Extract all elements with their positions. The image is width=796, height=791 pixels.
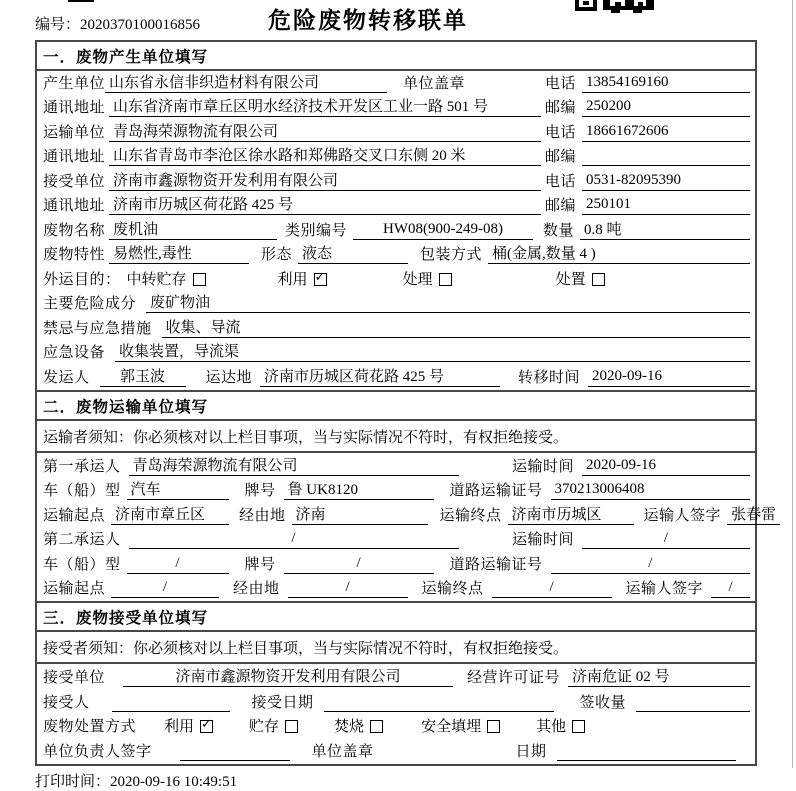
carrier2-license-value: / xyxy=(551,555,750,574)
checkbox-utilize xyxy=(314,269,327,286)
carrier2-vehicle-value: / xyxy=(127,555,229,574)
check-mark: ✓ xyxy=(314,269,326,285)
option-label: 处理 xyxy=(402,271,433,288)
form-value: 液态 xyxy=(298,242,408,264)
producer-address-value: 山东省济南市章丘区明水经济技术开发区工业一路 501 号 xyxy=(109,95,541,117)
carrier2-origin-value: / xyxy=(111,579,219,598)
option-label: 焚烧 xyxy=(334,719,365,735)
section2-title: 二．废物运输单位填写 xyxy=(37,392,755,421)
row-carrier1-route xyxy=(37,503,777,528)
vehicle-label: 车（船）型 xyxy=(43,483,121,499)
carrier1-vehicle-value: 汽车 xyxy=(127,478,229,500)
quantity-value: 0.8 吨 xyxy=(580,218,750,240)
carrier-sign-label: 运输人签字 xyxy=(643,507,722,524)
road-license-label: 道路运输证号 xyxy=(449,483,543,499)
carrier1-time-value: 2020-09-16 xyxy=(582,457,750,476)
row-carrier2-route xyxy=(37,577,755,602)
page-edge-line xyxy=(792,0,793,768)
category-value: HW08(900-249-08) xyxy=(353,221,533,240)
receiver-zip-value: 250101 xyxy=(582,196,750,215)
checkbox-disposal-storage xyxy=(285,720,298,733)
row-carrier2 xyxy=(37,528,755,553)
acceptor-value xyxy=(112,693,230,712)
transporter-label: 运输单位 xyxy=(43,124,106,141)
checkbox-dispose xyxy=(592,273,605,286)
taboo-label: 禁忌与应急措施 xyxy=(43,320,152,337)
accept-unit-value: 济南市鑫源物资开发利用有限公司 xyxy=(123,665,453,687)
option-label: 安全填埋 xyxy=(421,719,482,735)
option-label: 利用 xyxy=(164,719,195,735)
address-label: 通讯地址 xyxy=(43,100,106,116)
acceptor-label: 接受人 xyxy=(43,694,90,711)
accept-unit-label: 接受单位 xyxy=(43,670,106,686)
equipment-label: 应急设备 xyxy=(43,345,106,361)
head-sign-value xyxy=(180,742,290,761)
permit-value: 济南危证 02 号 xyxy=(568,665,750,687)
receiver-label: 接受单位 xyxy=(43,173,106,190)
zip-label: 邮编 xyxy=(544,100,576,116)
option-label: 处置 xyxy=(555,271,586,288)
via-label: 经由地 xyxy=(233,581,280,597)
row-carrier2-vehicle xyxy=(37,552,755,577)
character-label: 废物特性 xyxy=(43,247,106,263)
row-receiver xyxy=(37,169,755,194)
row-head-signature xyxy=(37,739,755,764)
check-mark: ✓ xyxy=(201,717,212,732)
carrier1-via-value: 济南 xyxy=(292,503,428,525)
sign-qty-value xyxy=(636,693,750,712)
row-carrier1 xyxy=(37,453,755,479)
checkbox-transfer-storage xyxy=(193,273,206,286)
receiver-address-value: 济南市历城区荷花路 425 号 xyxy=(109,193,541,215)
producer-value: 山东省永信非织造材料有限公司 xyxy=(105,71,387,93)
disposal-option-other xyxy=(536,715,585,736)
disposal-option-landfill xyxy=(421,715,500,736)
row-producer xyxy=(37,71,755,96)
row-waste-name xyxy=(37,218,755,243)
row-transporter xyxy=(37,120,755,145)
transport-time-label: 运输时间 xyxy=(511,458,574,475)
row-carrier1-vehicle xyxy=(37,479,755,504)
option-label: 利用 xyxy=(277,271,308,288)
document-header xyxy=(0,0,796,40)
option-label: 中转贮存 xyxy=(126,271,187,288)
checkbox-disposal-other xyxy=(572,720,585,733)
receiver-phone-value: 0531-82095390 xyxy=(582,172,750,191)
section-transporter xyxy=(35,390,777,604)
shipper-label: 发运人 xyxy=(43,369,90,386)
transporter-address-value: 山东省青岛市李沧区徐水路和郑佛路交叉口东侧 20 米 xyxy=(109,144,541,166)
carrier1-origin-value: 济南市章丘区 xyxy=(111,503,229,525)
carrier1-plate-value: 鲁 UK8120 xyxy=(284,478,434,500)
form-label: 形态 xyxy=(261,247,293,263)
purpose-option-dispose xyxy=(556,268,605,289)
row-producer-address xyxy=(37,96,755,121)
date-value xyxy=(557,742,736,761)
row-receiver-address xyxy=(37,194,755,219)
section1-title: 一．废物产生单位填写 xyxy=(37,42,755,71)
receiver-value: 济南市鑫源物资开发利用有限公司 xyxy=(109,169,541,191)
hazard-value: 废矿物油 xyxy=(146,291,750,313)
taboo-value: 收集、导流 xyxy=(162,316,750,338)
row-accept-unit xyxy=(37,664,755,690)
address-label: 通讯地址 xyxy=(43,149,106,165)
date-label: 日期 xyxy=(515,743,547,760)
destination-label: 运达地 xyxy=(205,369,253,386)
checkbox-disposal-incinerate xyxy=(370,720,383,733)
carrier1-license-value: 370213006408 xyxy=(551,481,750,500)
row-hazard-component xyxy=(37,292,755,317)
page-title: 危险废物转移联单 xyxy=(268,7,468,33)
section-receiver xyxy=(35,601,757,766)
permit-label: 经营许可证号 xyxy=(467,670,561,686)
zip-label: 邮编 xyxy=(544,198,576,214)
carrier2-value: / xyxy=(129,530,459,549)
checkbox-disposal-landfill xyxy=(487,720,500,733)
qr-stamp-icon xyxy=(575,0,655,13)
sign-qty-label: 签收量 xyxy=(579,694,627,711)
waste-name-label: 废物名称 xyxy=(43,222,106,239)
destination-value: 济南市历城区荷花路 425 号 xyxy=(260,365,500,387)
transfer-form xyxy=(35,40,777,766)
phone-label: 电话 xyxy=(544,75,576,92)
equipment-value: 收集装置，导流渠 xyxy=(115,340,750,362)
carrier1-end-value: 济南市历城区 xyxy=(508,503,634,525)
carrier1-value: 青岛海荣源物流有限公司 xyxy=(129,454,459,476)
seal-label: 单位盖章 xyxy=(403,75,466,92)
section3-title: 三．废物接受单位填写 xyxy=(37,603,755,632)
print-time: 打印时间：2020-09-16 10:49:51 xyxy=(35,773,238,790)
accept-date-label: 接受日期 xyxy=(251,694,314,711)
transporter-zip-value xyxy=(582,147,750,166)
carrier2-label: 第二承运人 xyxy=(43,532,121,548)
zip-label: 邮编 xyxy=(544,149,576,165)
origin-label: 运输起点 xyxy=(43,507,106,524)
carrier2-via-value: / xyxy=(288,579,408,598)
unit-seal-label: 单位盖章 xyxy=(311,743,374,760)
packing-label: 包装方式 xyxy=(420,247,483,263)
disposal-label: 废物处置方式 xyxy=(43,719,137,735)
receiver-notice: 接受者须知：你必须核对以上栏目事项，当与实际情况不符时，有权拒绝接受。 xyxy=(37,632,755,664)
carrier-sign-label: 运输人签字 xyxy=(625,581,704,597)
row-disposal-method xyxy=(37,715,755,740)
via-label: 经由地 xyxy=(239,507,286,524)
carrier2-sign-value: / xyxy=(711,579,750,598)
packing-value: 桶(金属,数量 4 ) xyxy=(488,242,750,264)
disposal-option-incinerate xyxy=(334,715,383,736)
producer-label: 产生单位 xyxy=(43,75,106,92)
carrier2-end-value: / xyxy=(492,579,612,598)
doc-number-value: 2020370100016856 xyxy=(80,17,201,33)
row-transporter-address xyxy=(37,145,755,170)
section-producer xyxy=(35,40,757,392)
producer-zip-value: 250200 xyxy=(582,98,750,117)
vehicle-label: 车（船）型 xyxy=(43,556,121,573)
purpose-option-transfer xyxy=(127,268,206,289)
producer-phone-value: 13854169160 xyxy=(582,74,750,93)
character-value: 易燃性,毒性 xyxy=(109,242,249,264)
purpose-option-treat xyxy=(403,268,452,289)
shipper-value: 郭玉波 xyxy=(100,365,186,387)
address-label: 通讯地址 xyxy=(43,198,106,214)
category-label: 类别编号 xyxy=(285,222,348,239)
option-label: 贮存 xyxy=(249,719,280,735)
purpose-option-utilize xyxy=(278,268,327,289)
phone-label: 电话 xyxy=(544,173,576,190)
phone-label: 电话 xyxy=(544,124,576,141)
end-label: 运输终点 xyxy=(439,507,502,524)
carrier1-sign-value: 张春雷 xyxy=(727,503,780,525)
row-purpose xyxy=(37,267,755,292)
transport-time-label: 运输时间 xyxy=(511,532,574,548)
transfer-time-label: 转移时间 xyxy=(518,369,581,386)
carrier2-plate-value: / xyxy=(284,555,434,574)
plate-label: 牌号 xyxy=(244,483,276,499)
option-label: 其他 xyxy=(536,719,567,735)
disposal-option-storage xyxy=(249,715,298,736)
carrier2-time-value: / xyxy=(582,530,750,549)
carrier1-label: 第一承运人 xyxy=(43,458,121,475)
doc-number-label: 编号： xyxy=(35,17,81,33)
plate-label: 牌号 xyxy=(244,556,276,573)
transporter-value: 青岛海荣源物流有限公司 xyxy=(109,120,541,142)
checkbox-treat xyxy=(439,273,452,286)
road-license-label: 道路运输证号 xyxy=(449,556,543,573)
transporter-notice: 运输者须知：你必须核对以上栏目事项，当与实际情况不符时，有权拒绝接受。 xyxy=(37,421,755,453)
checkbox-disposal-utilize xyxy=(200,717,213,733)
row-taboo-measures xyxy=(37,316,755,341)
purpose-label: 外运目的： xyxy=(43,271,121,288)
disposal-option-utilize xyxy=(164,715,213,736)
head-sign-label: 单位负责人签字 xyxy=(43,743,152,760)
row-shipper xyxy=(37,365,755,390)
row-waste-character xyxy=(37,243,755,268)
hazard-label: 主要危险成分 xyxy=(43,296,137,312)
end-label: 运输终点 xyxy=(421,581,484,597)
accept-date-value xyxy=(324,693,554,712)
transfer-time-value: 2020-09-16 xyxy=(588,368,750,387)
waste-name-value: 废机油 xyxy=(109,218,277,240)
row-acceptor xyxy=(37,690,755,715)
origin-label: 运输起点 xyxy=(43,581,106,597)
row-emergency-equipment xyxy=(37,341,755,366)
quantity-label: 数量 xyxy=(543,222,575,239)
transporter-phone-value: 18661672606 xyxy=(582,123,750,142)
